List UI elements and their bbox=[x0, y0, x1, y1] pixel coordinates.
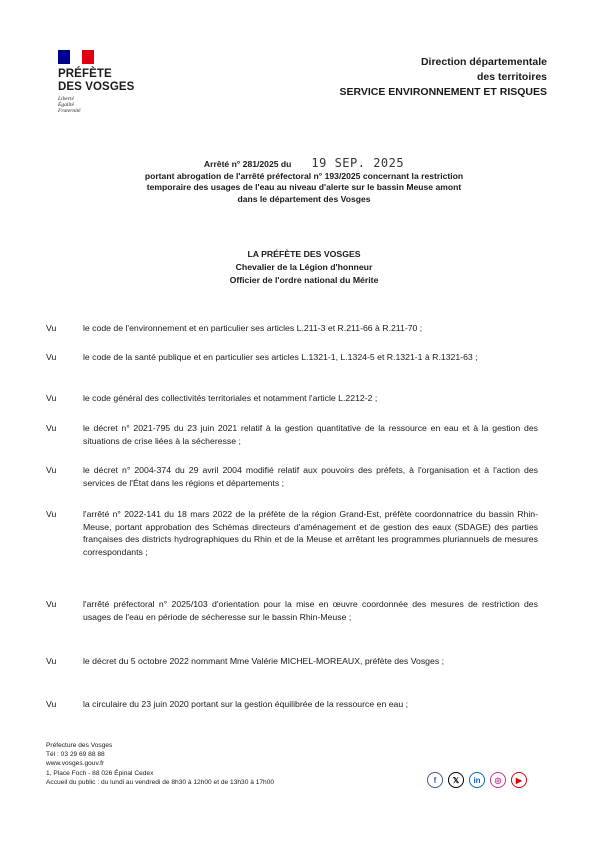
facebook-icon[interactable]: f bbox=[427, 772, 443, 788]
vu-label: Vu bbox=[46, 393, 57, 403]
vu-text: le code de l'environnement et en particulier ses articles L.211-3 et R.211-66 à R.211-70 ; bbox=[83, 323, 423, 333]
instagram-icon[interactable]: ◎ bbox=[490, 772, 506, 788]
x-icon[interactable]: 𝕏 bbox=[448, 772, 464, 788]
vu-label: Vu bbox=[46, 699, 57, 709]
prefecture-logo bbox=[58, 50, 168, 115]
date-stamp: 19 SEP. 2025 bbox=[311, 156, 405, 170]
vu-label: Vu bbox=[46, 465, 57, 475]
vu-text: l'arrêté n° 2022-141 du 18 mars 2022 de la préfète de la région Grand-Est, préfète coordonnatrice du bassin Rhin-Meuse, portant approbation des Schémas directeurs d'aménagement et de gestion des eaux (SDAGE) des parties françaises des districts hydrographiques du Rhin et de la Meuse et arrêtant les programmes pluriannuels de mesures correspondants ; bbox=[83, 509, 538, 557]
decree-number-line: Arrêté n° 281/2025 du 19 SEP. 2025 bbox=[203, 156, 405, 170]
linkedin-icon[interactable]: in bbox=[469, 772, 485, 788]
vu-text: le code de la santé publique et en particulier ses articles L.1321-1, L.1324-5 et R.1321-1 à R.1321-63 ; bbox=[83, 352, 478, 362]
vu-label: Vu bbox=[46, 656, 57, 666]
footer-contact: Préfecture des Vosges Tél : 03 29 69 88 88 www.vosges.gouv.fr 1, Place Foch - 88 026 Épinal Cedex Accueil du public : du lundi au vendredi de 8h30 à 12h00 et de 13h30 à 17h00 bbox=[46, 742, 275, 786]
social-links bbox=[427, 772, 527, 788]
tricolor-flag-icon bbox=[58, 50, 94, 64]
vu-text: le décret n° 2021-795 du 23 juin 2021 relatif à la gestion quantitative de la ressource en eau et à la gestion des situations de crise liées à la sécheresse ; bbox=[83, 423, 538, 446]
vu-text: le code général des collectivités territoriales et notamment l'article L.2212-2 ; bbox=[83, 393, 378, 403]
vu-label: Vu bbox=[46, 323, 57, 333]
vu-label: Vu bbox=[46, 599, 57, 609]
vu-text: le décret n° 2004-374 du 29 avril 2004 modifié relatif aux pouvoirs des préfets, à l'organisation et à l'action des services de l'État dans les régions et départements ; bbox=[83, 465, 538, 488]
youtube-icon[interactable]: ▶ bbox=[511, 772, 527, 788]
vu-label: Vu bbox=[46, 423, 57, 433]
vu-text: la circulaire du 23 juin 2020 portant sur la gestion équilibrée de la ressource en eau ; bbox=[83, 699, 409, 709]
vu-label: Vu bbox=[46, 509, 57, 519]
issuing-service: Direction départementale des territoires SERVICE ENVIRONNEMENT ET RISQUES bbox=[339, 56, 547, 98]
vu-text: l'arrêté préfectoral n° 2025/103 d'orientation pour la mise en œuvre coordonnée des mesures de restriction des usages de l'eau en période de sécheresse sur le bassin Rhin-Meuse ; bbox=[83, 599, 538, 622]
vu-text: le décret du 5 octobre 2022 nommant Mme Valérie MICHEL-MOREAUX, préfète des Vosges ; bbox=[83, 656, 445, 666]
logo-title: PRÉFÈTE DES VOSGES bbox=[58, 68, 135, 93]
republic-motto: Liberté Égalité Fraternité bbox=[58, 96, 81, 115]
decree-title: Arrêté n° 281/2025 du 19 SEP. 2025 portant abrogation de l'arrêté préfectoral n° 193/2025 concernant la restriction temporaire des usages de l'eau au niveau d'alerte sur le bassin Meuse amont dans le département des Vosges bbox=[80, 158, 528, 205]
prefect-heading: LA PRÉFÈTE DES VOSGES Chevalier de la Légion d'honneur Officier de l'ordre national du Mérite bbox=[229, 249, 379, 285]
vu-label: Vu bbox=[46, 352, 57, 362]
